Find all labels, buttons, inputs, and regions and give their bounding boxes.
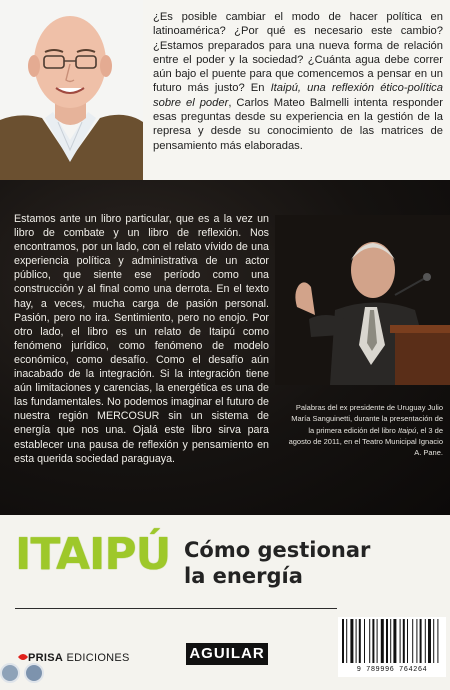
intro-book-title: Itaipú, una reflexión ético-política sobre el poder (153, 82, 443, 109)
author-photo (0, 0, 143, 180)
imprint-logo: AGUILAR (186, 643, 268, 665)
intro-text-1: ¿Es posible cambiar el modo de hacer política en latinoamérica? ¿Por qué es necesario este cambio? ¿Estamos preparados para una nueva forma de relación entre el poder y la sociedad? ¿Cuánta agua debe correr aún bajo el puente para que comencemos a pensar en un futuro más justo? En (153, 11, 443, 95)
publisher-group-division: EDICIONES (63, 652, 130, 664)
book-title: ITAIPÚ (15, 529, 171, 580)
publisher-group (28, 652, 130, 664)
photo-caption (285, 402, 443, 458)
barcode-number: 9 789996 764264 (356, 666, 428, 674)
caption-text-1: Palabras del ex presidente de Uruguay Julio María Sanguinetti, durante la presentación de la primera edición del libro (291, 403, 443, 435)
intro-text-2: , Carlos Mateo Balmelli intenta responder esas preguntas desde su experiencia en la gestión de la represa y desde su conocimiento de las matrices de pensamiento más elaboradas. (153, 96, 443, 152)
intro-paragraph (153, 10, 443, 153)
review-paragraph: Estamos ante un libro particular, que es a la vez un libro de combate y un libro de reflexión. Nos encontramos, por un lado, con el relato vívido de una experiencia política y administrativa de un actor público, que siente ese período como una construcción y al final como una derrota. En el texto hay, a veces, mucha carga de pasión personal. Pasión, pero no ira. Sentimiento, pero no enojo. Por otro lado, el libro es un relato de Itaipú como fenómeno jurídico, como fenómeno de modelo económico, como desafío. Como el desafío aún inacabado de la integración. Si la integración tiene aún limitaciones y carencias, la energética es una de las fundamentales. No podemos imaginar el futuro de nuestra región MERCOSUR sin un sistema de energía que nos una. Ojalá este libro sirva para establecer una pausa de reflexión y pensamiento en esta querida sociedad paraguaya. (14, 213, 269, 465)
speaker-photo (275, 215, 450, 385)
publisher-group-name: PRISA (28, 652, 64, 664)
caption-text-2: , el 3 de agosto de 2011, en el Teatro Municipal Ignacio A. Pane. (288, 425, 443, 458)
caption-book-title: Itaipú (397, 425, 417, 435)
book-subtitle: Cómo gestionar la energía (184, 538, 371, 588)
divider-line (15, 608, 337, 609)
